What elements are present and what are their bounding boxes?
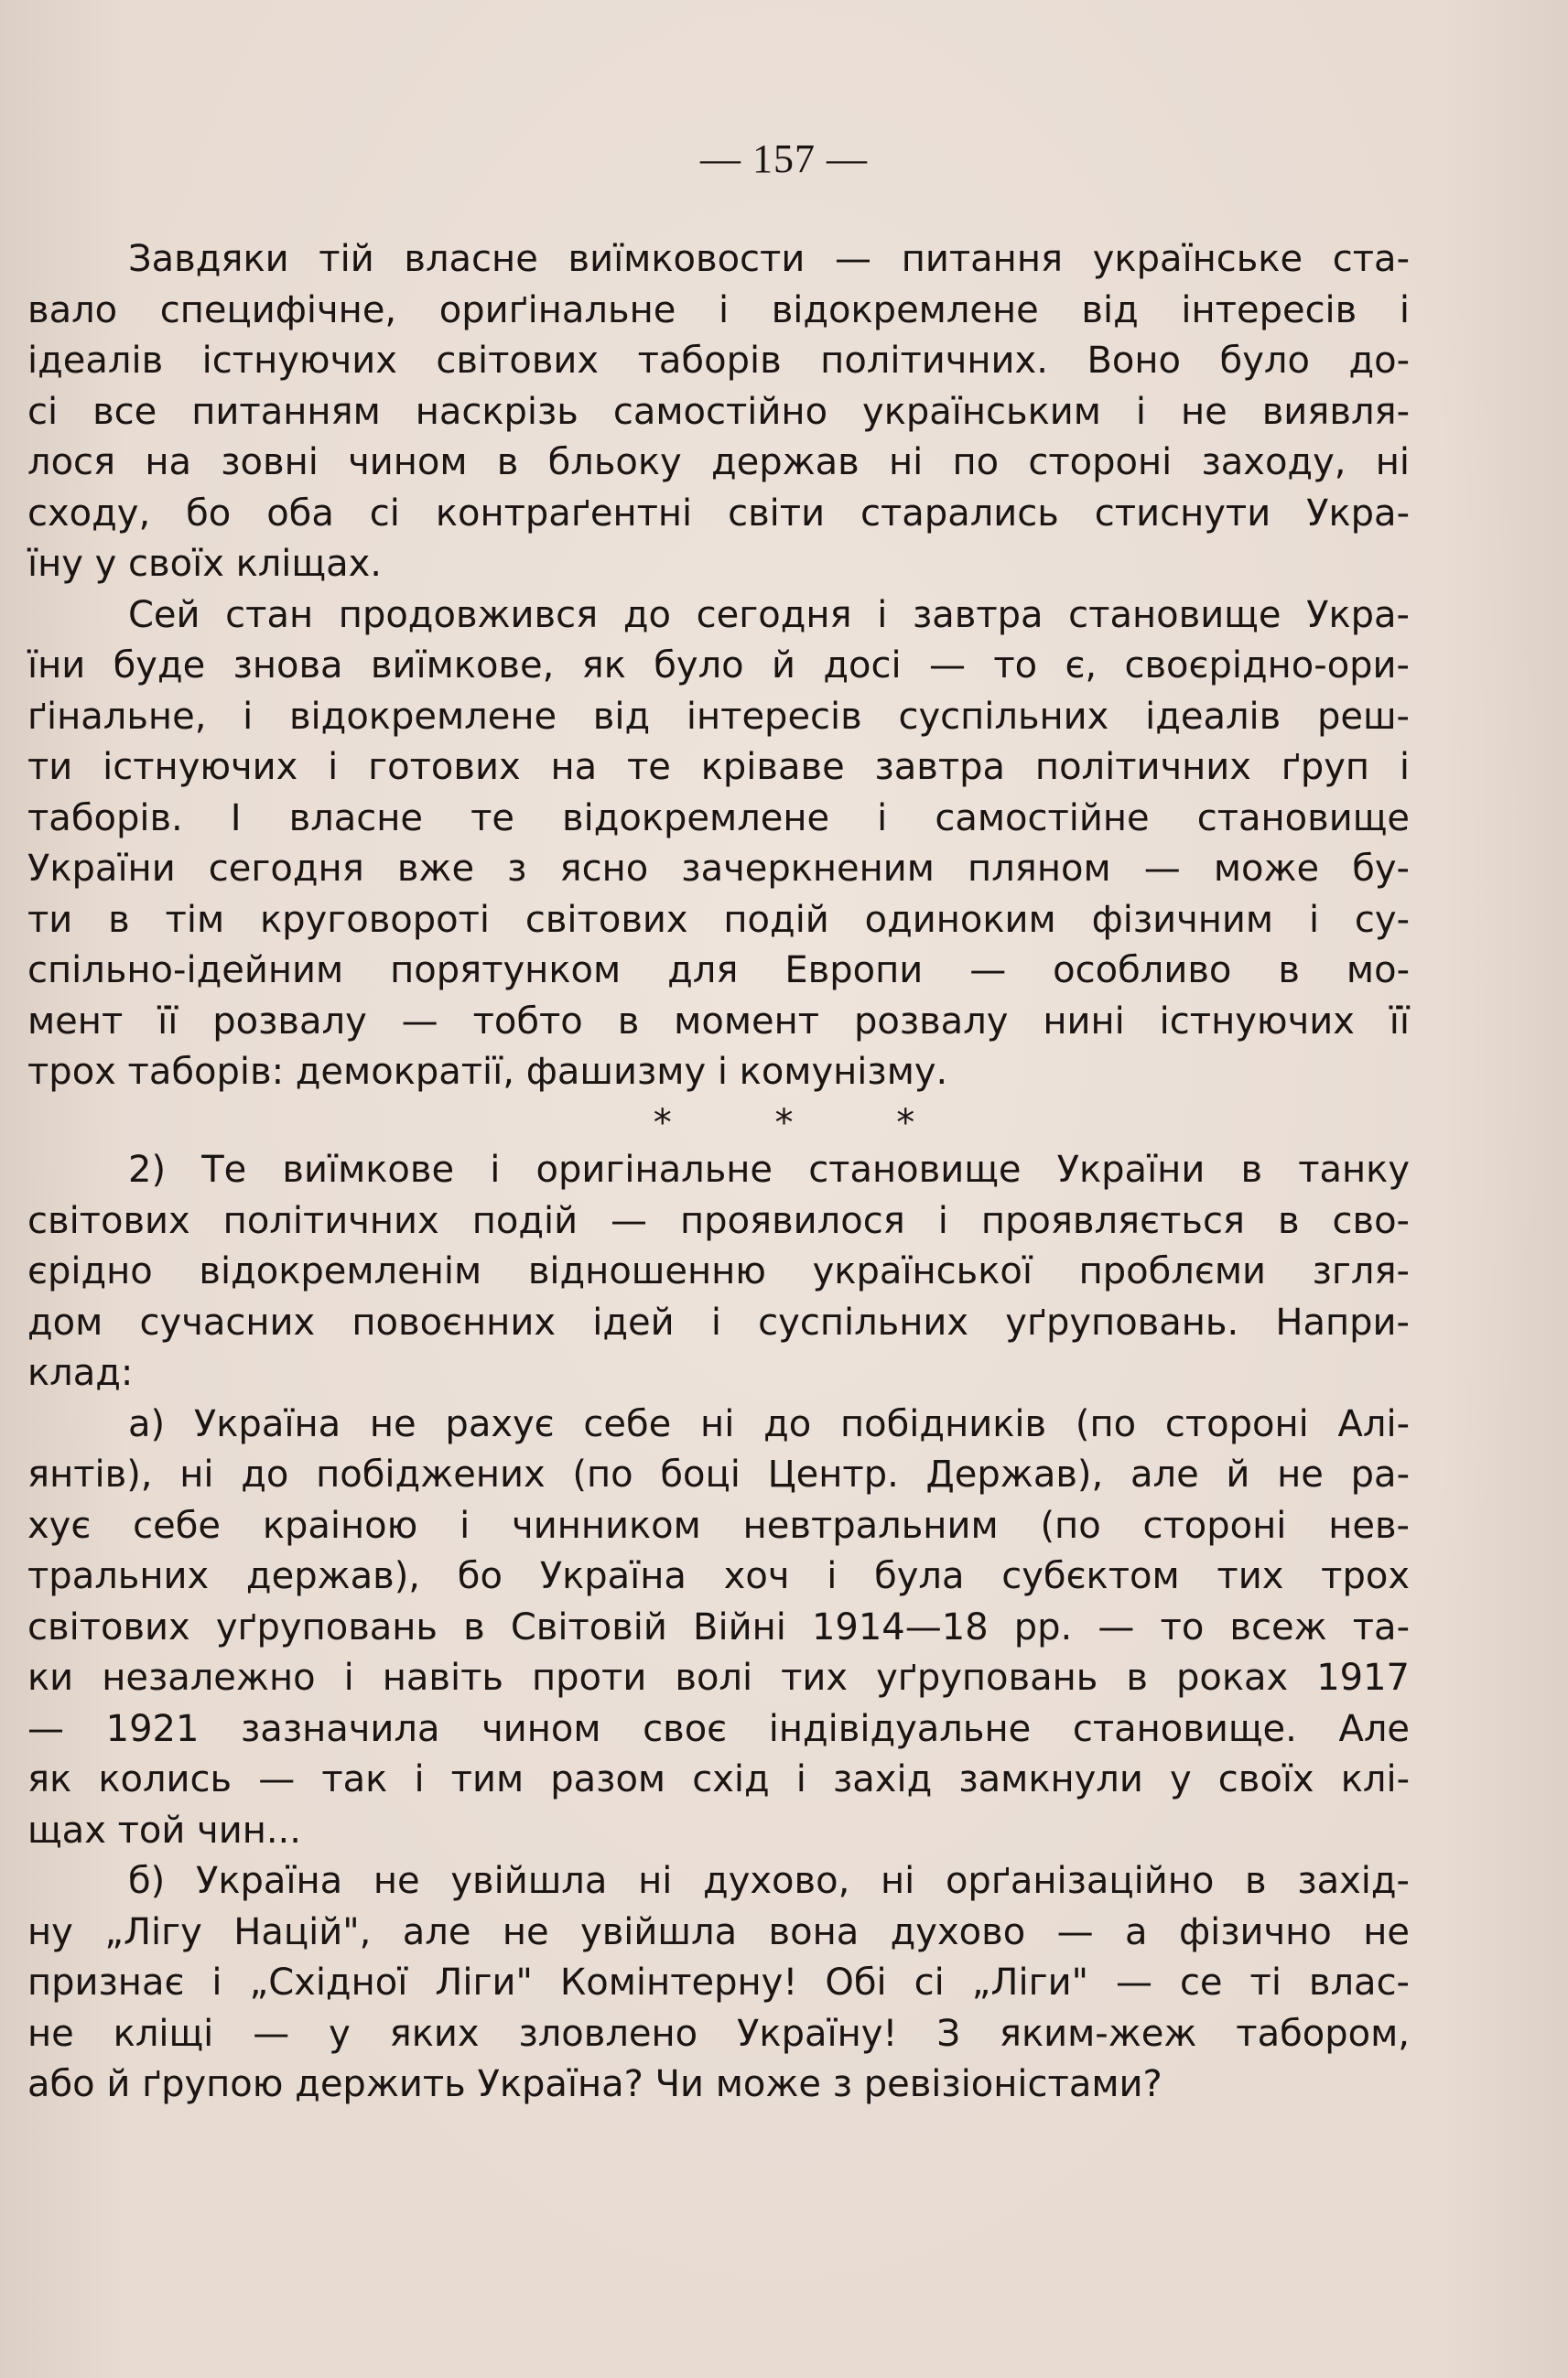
- text-line: сі все питанням наскрізь самостійно українським і не виявля-: [27, 390, 1410, 433]
- text-line: дом сучасних повоєнних ідей і суспільних уґруповань. Напри-: [27, 1301, 1410, 1344]
- text-line: світових уґруповань в Світовій Війні 1914—18 рр. — то всеж та-: [27, 1605, 1410, 1648]
- text-line: вало специфічне, ориґінальне і відокремлене від інтересів і: [27, 288, 1410, 331]
- text-line: не кліщі — у яких зловлено Україну! З яким-жеж табором,: [27, 2012, 1410, 2055]
- separator-star: *: [774, 1102, 794, 1144]
- text-line: як колись — так і тим разом схід і захід замкнули у своїх клі-: [27, 1758, 1410, 1800]
- text-line: ти в тім круговороті світових подій одиноким фізичним і су-: [27, 898, 1410, 941]
- section-separator: [0, 1098, 1568, 1149]
- separator-star: *: [896, 1102, 915, 1144]
- text-line: клад:: [27, 1352, 134, 1394]
- text-line: сходу, бо оба сі контраґентні світи старались стиснути Укра-: [27, 492, 1410, 535]
- text-line: Сей стан продовжився до сегодня і завтра становище Укра-: [128, 593, 1410, 636]
- page-number: — 157 —: [700, 136, 868, 181]
- text-line: трох таборів: демократії, фашизму і комунізму.: [27, 1051, 948, 1093]
- text-line: б) Україна не увійшла ні духово, ні орґанізаційно в захід-: [128, 1860, 1410, 1902]
- text-line: признає і „Східної Ліги" Комінтерну! Обі сі „Ліги" — се ті влас-: [27, 1962, 1410, 2004]
- text-line: а) Україна не рахує себе ні до побідників (по стороні Алі-: [128, 1402, 1410, 1445]
- text-line: України сегодня вже з ясно зачеркненим пляном — може бу-: [27, 848, 1410, 890]
- section-2: [27, 1145, 1410, 2111]
- paragraph-5: [27, 1856, 1410, 2111]
- text-line: янтів), ні до побіджених (по боці Центр. Держав), але й не ра-: [27, 1454, 1410, 1496]
- text-line: таборів. І власне те відокремлене і самостійне становище: [27, 796, 1410, 839]
- text-line: — 1921 зазначила чином своє індівідуальне становище. Але: [27, 1707, 1410, 1750]
- text-line: тральних держав), бо Україна хоч і була субєктом тих трох: [27, 1555, 1410, 1597]
- paragraph-1: [27, 234, 1410, 590]
- text-line: лося на зовні чином в бльоку держав ні по стороні заходу, ні: [27, 441, 1410, 483]
- text-line: їну у своїх кліщах.: [27, 543, 382, 585]
- text-line: 2) Те виїмкове і оригінальне становище України в танку: [128, 1149, 1410, 1191]
- text-line: ідеалів істнуючих світових таборів політичних. Воно було до-: [27, 340, 1410, 382]
- paragraph-4: [27, 1400, 1410, 1857]
- text-line: ти істнуючих і готових на те кріваве завтра політичних ґруп і: [27, 746, 1410, 788]
- text-line: хує себе краіною і чинником невтральним (по стороні нев-: [27, 1504, 1410, 1547]
- text-line: ки незалежно і навіть проти волі тих уґруповань в роках 1917: [27, 1657, 1410, 1699]
- text-line: ґінальне, і відокремлене від інтересів суспільних ідеалів реш-: [27, 695, 1410, 738]
- text-line: щах той чин...: [27, 1809, 301, 1852]
- separator-star: *: [653, 1102, 672, 1144]
- text-line: єрідно відокремленім відношенню української проблєми згля-: [27, 1250, 1410, 1292]
- text-line: світових політичних подій — проявилося і проявляється в сво-: [27, 1199, 1410, 1242]
- text-line: або й ґрупою держить Україна? Чи може з ревізіоністами?: [27, 2063, 1162, 2105]
- paragraph-3: [27, 1145, 1410, 1400]
- text-line: Завдяки тій власне виїмковости — питання українське ста-: [128, 238, 1410, 280]
- text-line: спільно-ідейним порятунком для Европи — особливо в мо-: [27, 949, 1410, 991]
- text-line: мент її розвалу — тобто в момент розвалу нині істнуючих її: [27, 1000, 1410, 1043]
- section-1: [27, 234, 1410, 1098]
- paragraph-2: [27, 590, 1410, 1098]
- text-line: ну „Лігу Націй", але не увійшла вона духово — а фізично не: [27, 1910, 1410, 1953]
- text-line: їни буде знова виїмкове, як було й досі — то є, своєрідно-ори-: [27, 644, 1410, 686]
